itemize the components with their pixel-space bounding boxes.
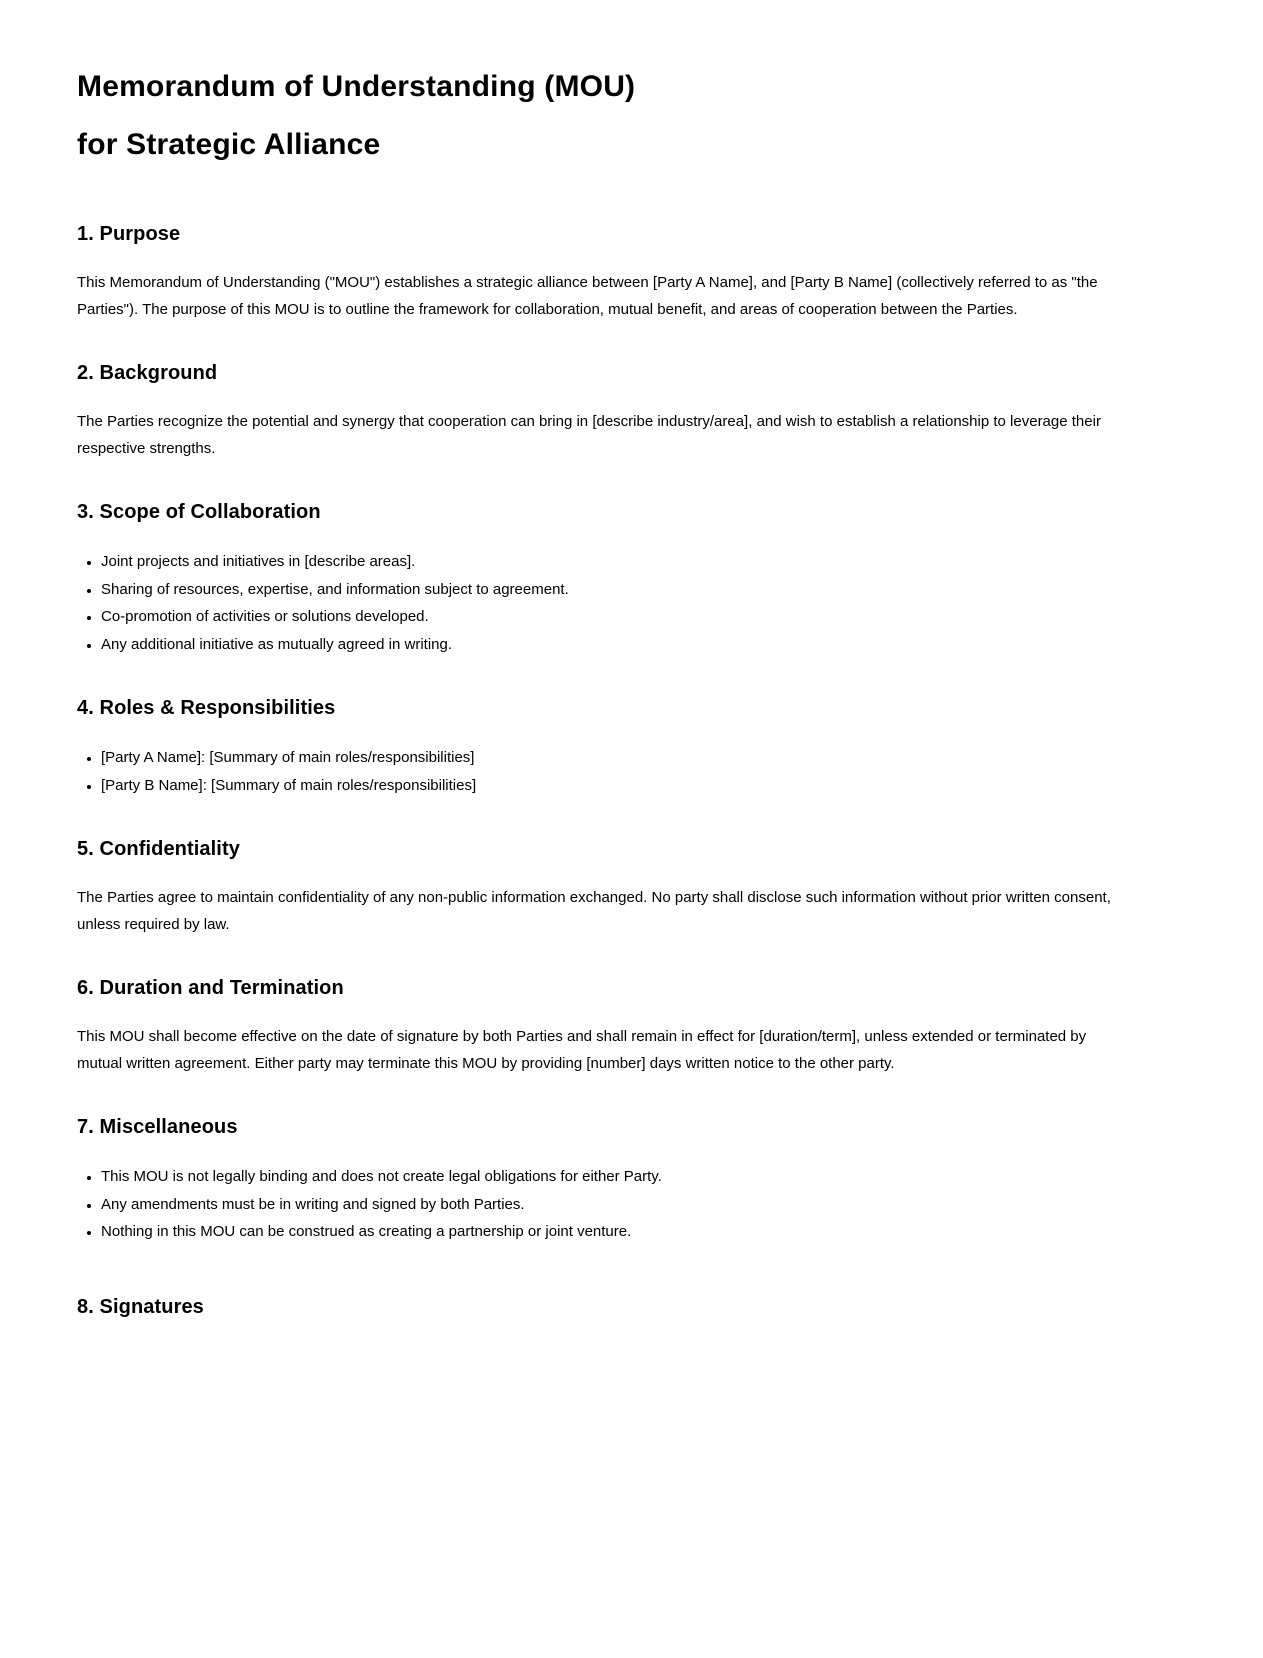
bullet-list bbox=[77, 548, 1123, 658]
body-paragraph: The Parties recognize the potential and synergy that cooperation can bring in [describe industry/area], and wish to establish a relationship to leverage their respective strengths. bbox=[77, 413, 1101, 457]
document-sections bbox=[77, 222, 1123, 1246]
section-heading: 7. Miscellaneous bbox=[77, 1116, 238, 1138]
section-heading: 2. Background bbox=[77, 362, 218, 384]
section-heading: 3. Scope of Collaboration bbox=[77, 501, 321, 523]
bullet-list bbox=[77, 744, 1123, 799]
bullet-item: • [Party A Name]: [Summary of main roles/responsibilities] bbox=[101, 744, 1123, 772]
document-title-line1: Memorandum of Understanding (MOU) bbox=[77, 70, 636, 103]
section-heading: 1. Purpose bbox=[77, 223, 181, 245]
section-heading: 5. Confidentiality bbox=[77, 838, 240, 860]
bullet-item: • [Party B Name]: [Summary of main roles/responsibilities] bbox=[101, 772, 1123, 800]
bullet-item: • Sharing of resources, expertise, and information subject to agreement. bbox=[101, 576, 1123, 604]
bullet-item: • Any additional initiative as mutually agreed in writing. bbox=[101, 631, 1123, 659]
section-heading-clipped: 8. Signatures bbox=[77, 1295, 204, 1318]
body-paragraph: This MOU shall become effective on the date of signature by both Parties and shall remain in effect for [duration/term], unless extended or terminated by mutual written agreement. Either party may terminate this MOU by providing [number] days written notice to the other party. bbox=[77, 1028, 1087, 1072]
body-paragraph: This Memorandum of Understanding ("MOU") establishes a strategic alliance between [Party A Name], and [Party B Name] (collectively referred to as "the Parties"). The purpose of this MOU is to outline the framework for collaboration, mutual benefit, and areas of cooperation between the Parties. bbox=[77, 274, 1098, 318]
bullet-item: • This MOU is not legally binding and does not create legal obligations for either Party. bbox=[101, 1163, 1123, 1191]
document-title bbox=[77, 58, 1123, 184]
bullet-item: • Nothing in this MOU can be construed as creating a partnership or joint venture. bbox=[101, 1218, 1123, 1246]
bullet-list bbox=[77, 1163, 1123, 1246]
bullet-item: • Co-promotion of activities or solutions developed. bbox=[101, 603, 1123, 631]
clipped-next-section-heading bbox=[77, 1295, 1123, 1318]
section-heading: 6. Duration and Termination bbox=[77, 977, 344, 999]
document-title-line2: for Strategic Alliance bbox=[77, 128, 381, 161]
section-heading: 4. Roles & Responsibilities bbox=[77, 697, 336, 719]
bullet-item: • Joint projects and initiatives in [describe areas]. bbox=[101, 548, 1123, 576]
body-paragraph: The Parties agree to maintain confidentiality of any non-public information exchanged. No party shall disclose such information without prior written consent, unless required by law. bbox=[77, 889, 1111, 933]
bullet-item: • Any amendments must be in writing and signed by both Parties. bbox=[101, 1191, 1123, 1219]
